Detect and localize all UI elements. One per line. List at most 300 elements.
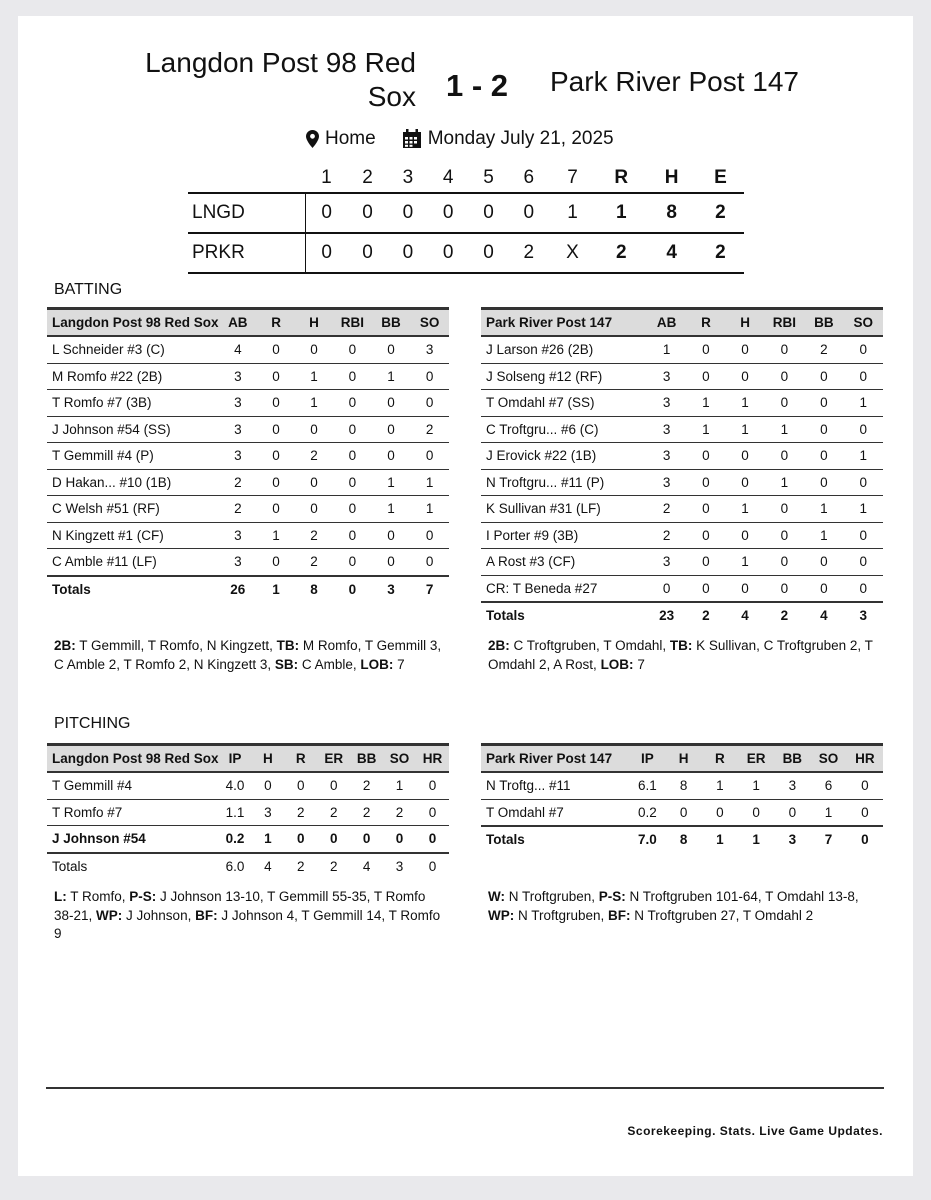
totals-cell: 26 [230,581,246,597]
totals-cell: 0 [861,832,869,848]
note-key: TB: [669,638,693,653]
note-value: N Troftgruben, [505,889,599,904]
player-name: K Sullivan #31 (LF) [481,496,647,523]
game-date: Monday July 21, 2025 [427,128,614,149]
player-row [47,799,449,826]
stats-col-header: SO [810,745,846,773]
stat-cell: 2 [317,799,350,826]
stat-cell: 0 [726,575,765,602]
linescore-inning-cell: X [549,233,596,273]
stat-cell: 1 [295,363,333,390]
stat-cell: 1 [251,826,284,853]
stats-col-header: H [726,309,765,337]
stats-col-header: BB [350,745,383,773]
player-row [47,469,449,496]
stat-cell: 0 [844,549,883,576]
stat-cell: 2 [219,496,258,523]
stat-cell: 2 [295,549,333,576]
stat-cell: 3 [219,443,258,470]
player-name: T Romfo #7 [47,799,219,826]
player-name: J Solseng #12 (RF) [481,363,647,390]
stat-cell: 1 [372,363,411,390]
linescore-inning-cell: 0 [468,193,508,233]
stat-cell: 0 [350,826,383,853]
player-row [481,549,883,576]
stat-cell: 0 [295,469,333,496]
stat-cell: 1 [844,390,883,417]
player-name: T Omdahl #7 (SS) [481,390,647,417]
totals-cell: 4 [362,858,371,874]
linescore-inning-cell: 0 [306,193,348,233]
stat-cell: 0 [333,390,372,417]
player-row [481,496,883,523]
stats-header-row [47,309,449,337]
stat-cell: 6 [810,772,846,799]
linescore-col-header: 2 [347,164,387,193]
stat-cell: 0 [333,336,372,363]
linescore-e-cell: 2 [697,233,744,273]
stat-cell: 0 [257,416,295,443]
home-team-name: Langdon Post 98 Red Sox [145,47,416,112]
stat-cell: 0 [416,826,449,853]
stat-cell: 4.0 [219,772,252,799]
stat-cell: 1 [804,496,843,523]
player-name: J Johnson #54 [47,826,219,853]
stats-col-header: AB [219,309,258,337]
stat-cell: 3 [647,416,686,443]
player-row [47,416,449,443]
totals-cell: 7 [425,581,434,597]
pitching-notes-home [54,888,444,944]
player-row [47,496,449,523]
stat-cell: 2 [410,416,449,443]
note-key: TB: [276,638,300,653]
linescore-col-header: 7 [549,164,596,193]
player-name: N Troftg... #11 [481,772,629,799]
linescore-team: PRKR [188,233,306,273]
note-value: N Troftgruben 27, T Omdahl 2 [630,907,814,923]
linescore-inning-cell: 0 [306,233,348,273]
stat-cell: 1 [810,799,846,826]
note-value: N Troftgruben, [514,907,609,923]
stat-cell: 0 [765,522,805,549]
batting-table-home [47,307,449,602]
stat-cell: 2 [295,522,333,549]
stat-cell: 0 [847,799,883,826]
totals-cell: 3 [788,832,797,848]
stat-cell: 0 [284,826,317,853]
totals-cell: 1 [752,832,760,848]
player-name: J Johnson #54 (SS) [47,416,219,443]
stat-cell: 0 [726,443,765,470]
player-row [47,336,449,363]
player-name: N Troftgru... #11 (P) [481,469,647,496]
stat-cell: 0 [844,336,883,363]
stat-cell: 0 [702,799,738,826]
totals-cell: 2 [329,858,338,874]
stat-cell: 0 [257,443,295,470]
player-row [481,363,883,390]
note-value: J Johnson 4, T Gemmill 14, T Romfo 9 [54,907,441,941]
stats-col-header: H [251,745,284,773]
stat-cell: 0 [647,575,686,602]
stat-cell: 2 [350,772,383,799]
note-key: BF: [195,907,218,923]
stats-col-header: R [257,309,295,337]
stat-cell: 0 [383,826,416,853]
stat-cell: 1 [765,416,805,443]
player-row [481,443,883,470]
stat-cell: 0 [410,390,449,417]
stat-cell: 0 [844,575,883,602]
stat-cell: 0 [847,772,883,799]
linescore-inning-cell: 2 [509,233,549,273]
stat-cell: 0 [844,416,883,443]
player-name: T Gemmill #4 (P) [47,443,219,470]
batting-table-away [481,307,883,629]
stat-cell: 0 [410,443,449,470]
linescore-col-header: 3 [388,164,428,193]
stats-col-header: IP [219,745,252,773]
stat-cell: 3 [410,336,449,363]
note-value: T Gemmill, T Romfo, N Kingzett, [75,638,277,653]
stat-cell: 0 [844,469,883,496]
stats-team-header: Langdon Post 98 Red Sox [47,309,219,337]
player-row [481,575,883,602]
stat-cell: 0 [416,772,449,799]
stat-cell: 3 [219,363,258,390]
stats-col-header: AB [647,309,686,337]
linescore-inning-cell: 0 [388,193,428,233]
stat-cell: 0 [726,363,765,390]
totals-cell: 8 [310,581,318,597]
stat-cell: 0 [686,443,725,470]
map-pin-icon [306,130,319,148]
stat-cell: 0 [333,416,372,443]
stat-cell: 0 [804,416,843,443]
totals-cell: 2 [702,608,710,624]
linescore-inning-cell: 0 [468,233,508,273]
stats-col-header: R [686,309,725,337]
stat-cell: 0 [686,522,725,549]
note-value: T Romfo, [66,889,130,904]
totals-label: Totals [486,608,525,624]
totals-cell: 4 [820,608,828,624]
stat-cell: 0 [372,416,411,443]
note-key: LOB: [360,656,394,672]
linescore-row [188,233,744,273]
stat-cell: 1 [410,469,449,496]
stat-cell: 1 [383,772,416,799]
note-value: 7 [393,656,405,672]
stat-cell: 1 [726,549,765,576]
totals-row [481,602,883,629]
player-name: C Amble #11 (LF) [47,549,219,576]
stat-cell: 1 [804,522,843,549]
stats-col-header: HR [416,745,449,773]
stat-cell: 0 [317,826,350,853]
stat-cell: 1 [647,336,686,363]
totals-cell: 7.0 [637,832,657,848]
stats-col-header: BB [804,309,843,337]
player-row [481,522,883,549]
linescore-col-header: 6 [509,164,549,193]
stat-cell: 3 [647,549,686,576]
pitching-section-title: PITCHING [54,715,131,732]
stat-cell: 0 [410,363,449,390]
stats-col-header: SO [844,309,883,337]
stat-cell: 3 [647,443,686,470]
stat-cell: 0 [257,363,295,390]
stat-cell: 3 [219,416,258,443]
player-row [47,772,449,799]
stat-cell: 2 [804,336,843,363]
stats-col-header: R [702,745,738,773]
totals-cell: 4 [741,608,749,624]
totals-cell: 3 [395,858,404,874]
stats-col-header: BB [372,309,411,337]
player-name: CR: T Beneda #27 [481,575,647,602]
totals-cell: 23 [659,608,675,624]
stat-cell: 0 [686,549,725,576]
linescore-h-cell: 8 [646,193,696,233]
linescore-inning-cell: 0 [509,193,549,233]
stat-cell: 0 [804,390,843,417]
note-key: W: [488,889,505,904]
totals-cell: 1 [716,832,724,848]
stat-cell: 0 [257,469,295,496]
stat-cell: 0 [333,496,372,523]
stat-cell: 2 [383,799,416,826]
box-score-page [18,16,913,1176]
stat-cell: 0 [295,416,333,443]
linescore-team: LNGD [188,193,306,233]
stat-cell: 1 [257,522,295,549]
totals-cell: 3 [859,608,868,624]
stat-cell: 1 [844,443,883,470]
player-row [47,549,449,576]
location-text: Home [325,128,376,149]
totals-cell: 3 [387,581,395,597]
note-key: SB: [274,656,299,672]
player-name: T Gemmill #4 [47,772,219,799]
player-row [47,443,449,470]
stat-cell: 1 [702,772,738,799]
note-value: M Romfo, T Gemmill 3, C Amble 2, T Romfo 2, N Kingzett 3, [54,638,442,672]
stats-col-header: R [284,745,317,773]
stat-cell: 0 [416,799,449,826]
totals-cell: 0 [428,858,437,874]
stat-cell: 0 [765,336,805,363]
note-value: J Johnson, [122,907,196,923]
stat-cell: 1 [372,496,411,523]
stats-header-row [47,745,449,773]
totals-cell: 8 [679,832,688,848]
stat-cell: 0 [372,522,411,549]
stat-cell: 0 [844,522,883,549]
totals-cell: 1 [272,581,280,597]
player-row [47,826,449,853]
player-name: C Troftgru... #6 (C) [481,416,647,443]
linescore-table [188,164,744,274]
player-name: N Kingzett #1 (CF) [47,522,219,549]
stat-cell: 1 [410,496,449,523]
stats-col-header: RBI [333,309,372,337]
player-name: A Rost #3 (CF) [481,549,647,576]
linescore-inning-cell: 0 [347,193,387,233]
stat-cell: 0 [333,469,372,496]
stat-cell: 0 [765,496,805,523]
stat-cell: 0 [765,390,805,417]
player-row [481,390,883,417]
stat-cell: 0.2 [219,826,252,853]
stat-cell: 0 [333,549,372,576]
stat-cell: 0 [372,443,411,470]
stats-team-header: Park River Post 147 [481,309,647,337]
totals-cell: 0 [348,581,357,597]
pitching-table-away [481,743,883,853]
stat-cell: 1 [726,390,765,417]
stat-cell: 1 [738,772,774,799]
stat-cell: 0 [372,390,411,417]
totals-cell: 4 [264,858,272,874]
stat-cell: 1.1 [219,799,252,826]
batting-notes-away [488,637,878,674]
stat-cell: 3 [774,772,810,799]
stat-cell: 0 [804,469,843,496]
note-value: C Troftgruben, T Omdahl, [509,638,670,653]
linescore-inning-cell: 0 [428,193,468,233]
stats-col-header: SO [383,745,416,773]
stat-cell: 3 [647,363,686,390]
stat-cell: 0 [686,496,725,523]
stat-cell: 6.1 [629,772,665,799]
stats-team-header: Park River Post 147 [481,745,629,773]
stats-col-header: SO [410,309,449,337]
stats-header-row [481,309,883,337]
stats-col-header: H [666,745,702,773]
totals-cell: 7 [824,832,833,848]
totals-cell: 2 [297,858,305,874]
stat-cell: 2 [647,496,686,523]
totals-label: Totals [52,858,88,874]
stat-cell: 2 [284,799,317,826]
stats-col-header: ER [738,745,774,773]
player-row [47,363,449,390]
player-name: C Welsh #51 (RF) [47,496,219,523]
totals-row [47,576,449,603]
player-name: D Hakan... #10 (1B) [47,469,219,496]
player-row [47,522,449,549]
stats-col-header: HR [847,745,883,773]
calendar-icon [402,129,422,149]
stat-cell: 0 [844,363,883,390]
stats-col-header: RBI [765,309,805,337]
player-name: T Romfo #7 (3B) [47,390,219,417]
stat-cell: 0 [804,363,843,390]
player-name: L Schneider #3 (C) [47,336,219,363]
stat-cell: 0 [257,496,295,523]
linescore-col-header: 1 [306,164,348,193]
stat-cell: 1 [765,469,805,496]
player-row [481,799,883,826]
player-row [47,390,449,417]
final-score: 1 - 2 [446,68,509,103]
batting-section-title: BATTING [54,281,123,298]
linescore-e-cell: 2 [697,193,744,233]
stat-cell: 0 [765,575,805,602]
player-name: J Larson #26 (2B) [481,336,647,363]
stat-cell: 0 [372,549,411,576]
stats-col-header: H [295,309,333,337]
linescore-h-cell: 4 [646,233,696,273]
note-key: LOB: [600,656,634,672]
player-name: J Erovick #22 (1B) [481,443,647,470]
stat-cell: 0 [738,799,774,826]
stat-cell: 0 [686,363,725,390]
stat-cell: 1 [686,416,725,443]
stat-cell: 0 [333,363,372,390]
stat-cell: 3 [219,522,258,549]
totals-row [481,826,883,853]
stat-cell: 0 [765,363,805,390]
player-row [481,772,883,799]
stat-cell: 2 [219,469,258,496]
linescore-row [188,193,744,233]
stats-col-header: ER [317,745,350,773]
stat-cell: 1 [726,416,765,443]
footer-tagline: Scorekeeping. Stats. Live Game Updates. [627,1124,883,1138]
note-key: 2B: [488,638,510,653]
stat-cell: 0 [804,575,843,602]
note-value: J Johnson 13-10, T Gemmill 55-35, T Romfo 38-21, [54,889,426,923]
stat-cell: 2 [295,443,333,470]
player-name: M Romfo #22 (2B) [47,363,219,390]
linescore-r-cell: 2 [596,233,646,273]
linescore-r-cell: 1 [596,193,646,233]
totals-label: Totals [486,832,525,848]
note-value: C Amble, [298,656,361,672]
totals-label: Totals [52,581,91,597]
stat-cell: 0 [686,575,725,602]
stat-cell: 0 [317,772,350,799]
away-team-name: Park River Post 147 [550,66,799,97]
stat-cell: 1 [726,496,765,523]
player-row [481,336,883,363]
stat-cell: 0 [284,772,317,799]
note-key: WP: [488,907,515,923]
stat-cell: 0 [372,336,411,363]
note-value: N Troftgruben 101-64, T Omdahl 13-8, [625,889,859,904]
player-name: T Omdahl #7 [481,799,629,826]
note-key: WP: [96,907,123,923]
stat-cell: 3 [219,390,258,417]
stat-cell: 8 [666,772,702,799]
linescore-col-header: 5 [468,164,508,193]
stat-cell: 0 [774,799,810,826]
stat-cell: 0 [257,336,295,363]
stat-cell: 3 [647,469,686,496]
stat-cell: 2 [647,522,686,549]
stat-cell: 0 [726,522,765,549]
player-row [481,469,883,496]
pitching-notes-away [488,888,878,925]
linescore-inning-cell: 0 [388,233,428,273]
stat-cell: 3 [219,549,258,576]
stat-cell: 4 [219,336,258,363]
stats-header-row [481,745,883,773]
stats-col-header: BB [774,745,810,773]
